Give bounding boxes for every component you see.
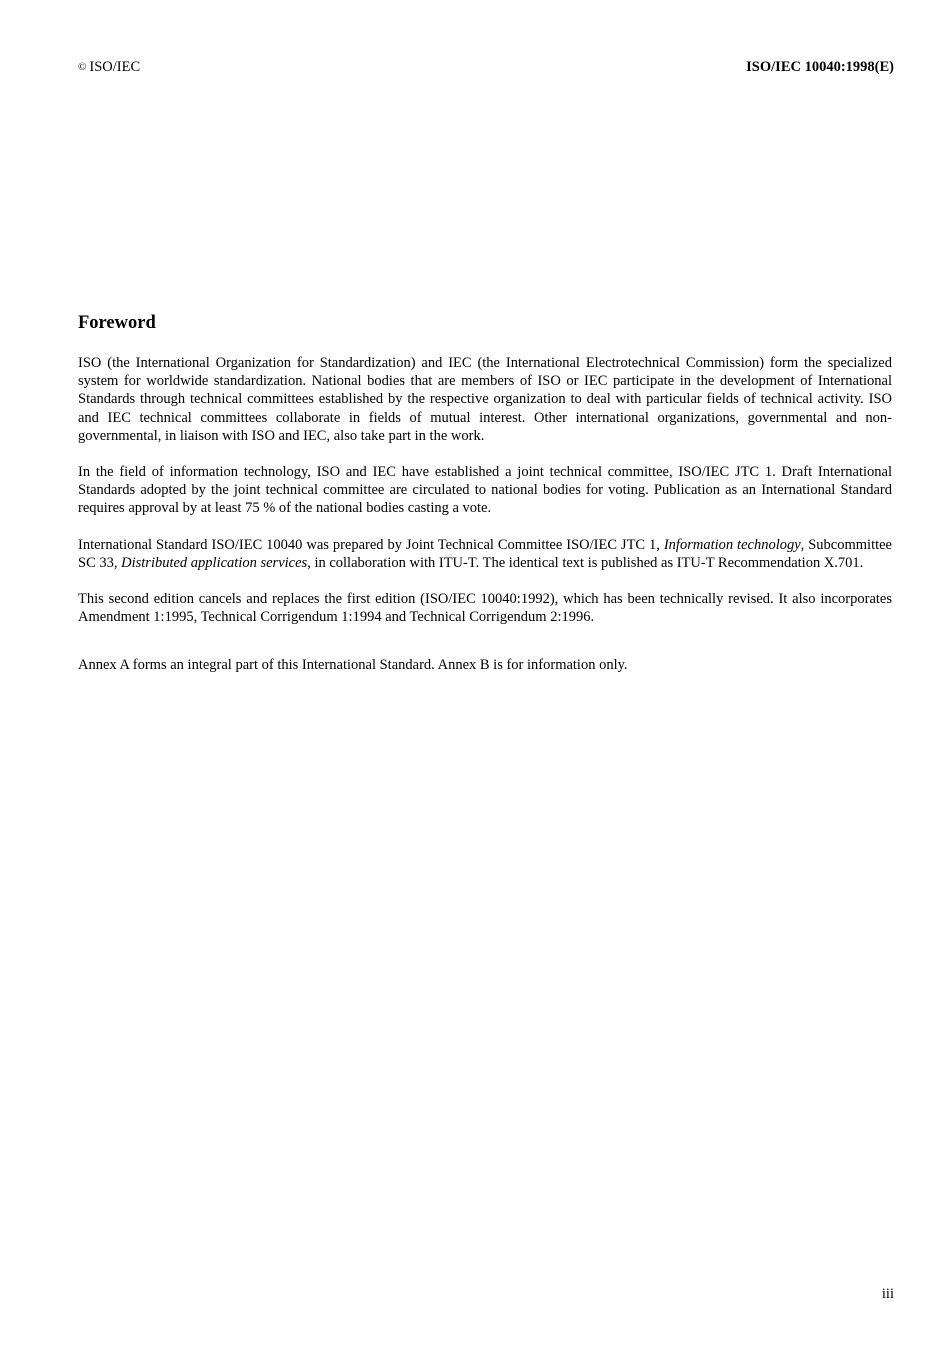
paragraph-4: This second edition cancels and replaces the first edition (ISO/IEC 10040:1992), which has been technically revised. It also incorporates Amendment 1:1995, Technical Corrigendum 1:1994 and Technical Corrigendum 2:1996.: [78, 591, 892, 626]
copyright-symbol: ©: [78, 61, 87, 73]
paragraph-3-italic-subtitle: Distributed application services: [121, 554, 308, 571]
header-left: [78, 59, 140, 76]
page-title: Foreword: [78, 313, 156, 333]
foreword-body: [78, 354, 892, 693]
paragraph-5: Annex A forms an integral part of this International Standard. Annex B is for information only.: [78, 657, 628, 674]
paragraph-1: ISO (the International Organization for Standardization) and IEC (the International Electrotechnical Commission) form the specialized system for worldwide standardization. National bodies that are members of ISO or IEC participate in the development of International Standards through technical committees established by the respective organization to deal with particular fields of technical activity. ISO and IEC technical committees collaborate in fields of mutual interest. Other international organizations, governmental and non-governmental, in liaison with ISO and IEC, also take part in the work.: [78, 355, 892, 444]
page-number: iii: [881, 1286, 894, 1302]
paragraph-3-part-e: , in collaboration with ITU-T. The identical text is published as ITU-T Recommendation X.701.: [307, 554, 864, 571]
header-left-text: ISO/IEC: [89, 59, 141, 75]
paragraph-3-part-a: International Standard ISO/IEC 10040 was prepared by Joint Technical Committee ISO/IEC JTC 1,: [78, 536, 664, 553]
paragraph-3: [78, 536, 892, 572]
paragraph-2: In the field of information technology, ISO and IEC have established a joint technical committee, ISO/IEC JTC 1. Draft International Standards adopted by the joint technical committee are circulated to national bodies for voting. Publication as an International Standard requires approval by at least 75 % of the national bodies casting a vote.: [78, 464, 892, 517]
header-document-id: ISO/IEC 10040:1998(E): [746, 59, 894, 75]
paragraph-3-italic-title: Information technology: [663, 536, 801, 553]
paragraph-3-part-c: , Subcommittee SC 33,: [78, 536, 892, 571]
